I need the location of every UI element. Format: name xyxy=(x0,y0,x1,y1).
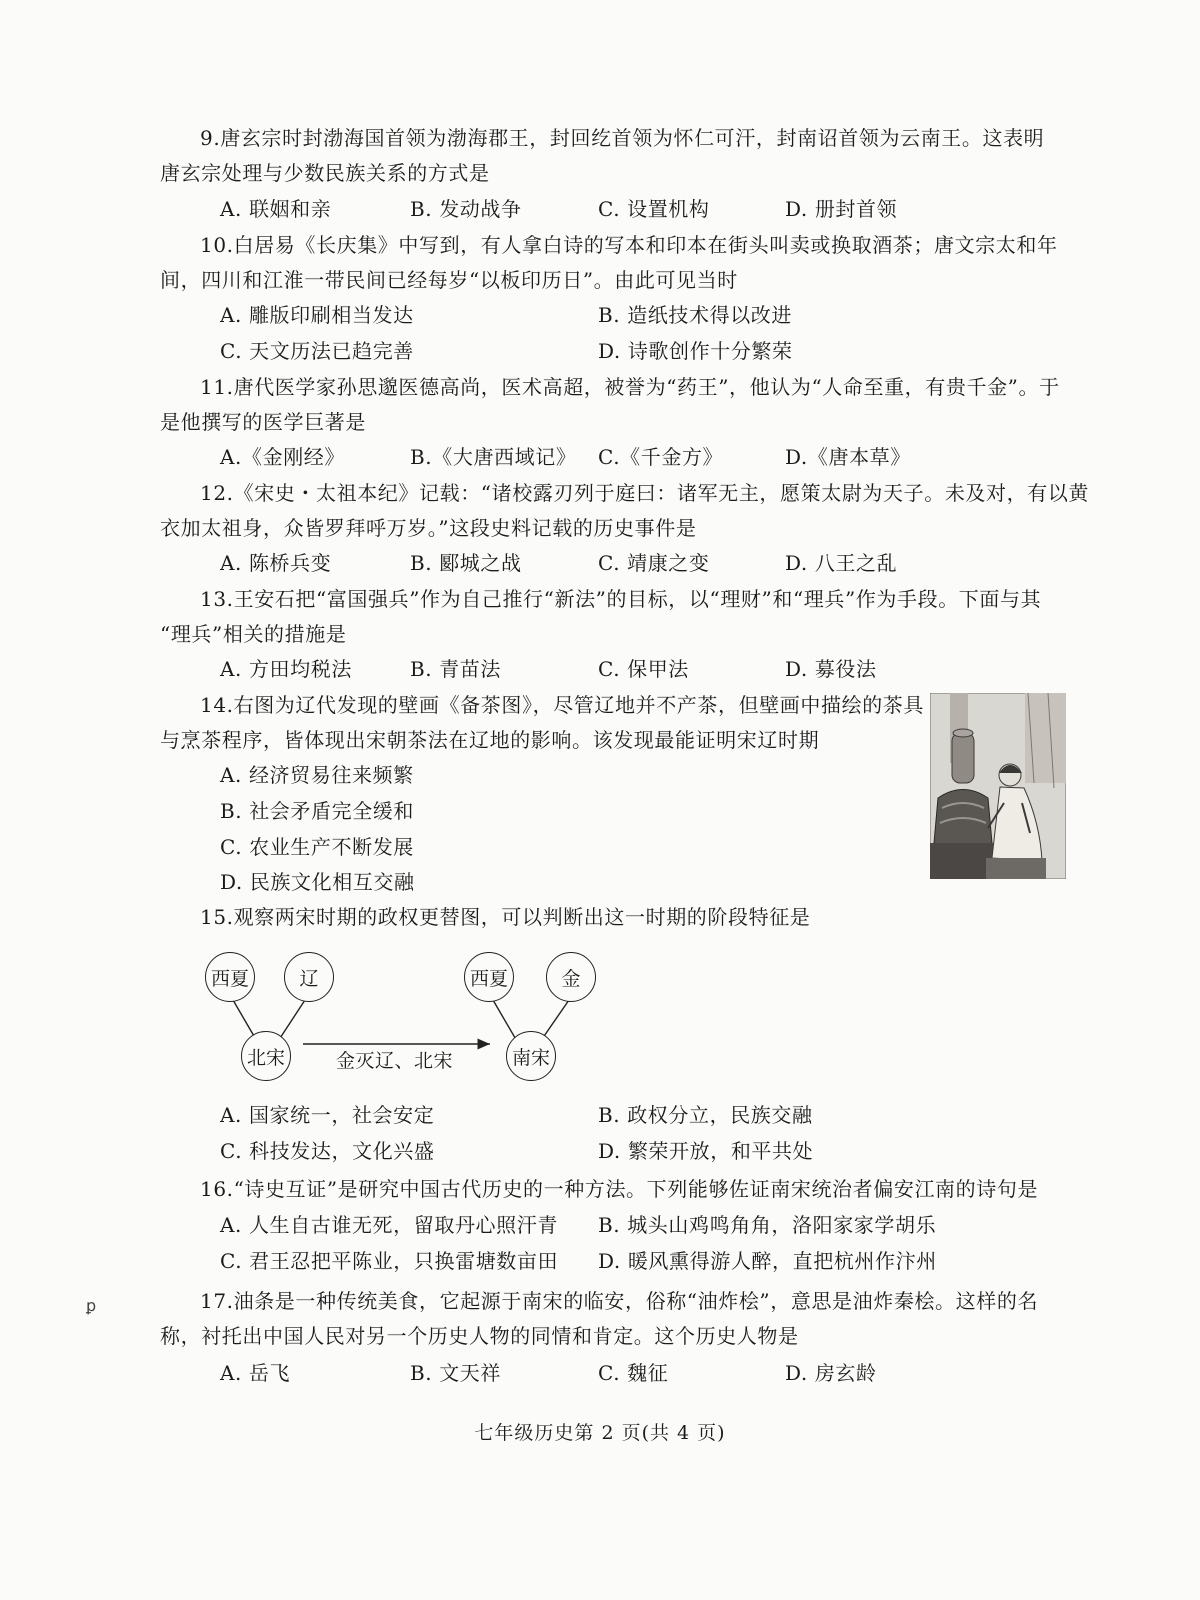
q16-stem-line1: 16.“诗史互证”是研究中国古代历史的一种方法。下列能够佐证南宋统治者偏安江南的诗句是 xyxy=(200,1177,1039,1201)
q13-option-d: D. 募役法 xyxy=(785,657,877,681)
q13-option-b: B. 青苗法 xyxy=(410,657,502,681)
q17-option-c: C. 魏征 xyxy=(598,1361,669,1385)
node-xixia-right xyxy=(464,952,514,1002)
q17-option-b: B. 文天祥 xyxy=(410,1361,502,1385)
q14-stem-line2: 与烹茶程序，皆体现出宋朝茶法在辽地的影响。该发现最能证明宋辽时期 xyxy=(160,728,820,752)
q11-option-b: B.《大唐西域记》 xyxy=(410,445,577,469)
tea-mural-image xyxy=(930,693,1066,879)
q11-stem-line1: 11.唐代医学家孙思邈医德高尚，医术高超，被誉为“药王”，他认为“人命至重，有贵千金”。于 xyxy=(200,375,1060,399)
q11-stem-line2: 是他撰写的医学巨著是 xyxy=(160,410,366,434)
page-footer: 七年级历史第 2 页(共 4 页) xyxy=(474,1422,726,1444)
node-xixia-left xyxy=(205,952,255,1002)
q17-option-d: D. 房玄龄 xyxy=(785,1361,877,1385)
q9-option-d: D. 册封首领 xyxy=(785,197,898,221)
q13-stem-line1: 13.王安石把“富国强兵”作为自己推行“新法”的目标，以“理财”和“理兵”作为手段。下面与其 xyxy=(200,587,1042,611)
q10-stem-line1: 10.白居易《长庆集》中写到，有人拿白诗的写本和印本在街头叫卖或换取酒茶；唐文宗太和年 xyxy=(200,233,1058,257)
q12-stem-line2: 衣加太祖身，众皆罗拜呼万岁。”这段史料记载的历史事件是 xyxy=(160,516,697,540)
q11-option-a: A.《金刚经》 xyxy=(220,445,346,469)
q13-stem-line2: “理兵”相关的措施是 xyxy=(160,622,347,646)
q17-option-a: A. 岳飞 xyxy=(220,1361,291,1385)
q16-option-a: A. 人生自古谁无死，留取丹心照汗青 xyxy=(220,1213,558,1237)
q17-stem-line2: 称，衬托出中国人民对另一个历史人物的同情和肯定。这个历史人物是 xyxy=(160,1324,799,1348)
q15-option-b: B. 政权分立，民族交融 xyxy=(598,1103,813,1127)
q17-stem-line1: 17.油条是一种传统美食，它起源于南宋的临安，俗称“油炸桧”，意思是油炸秦桧。这样的名 xyxy=(200,1289,1039,1313)
q13-option-a: A. 方田均税法 xyxy=(220,657,352,681)
node-liao-label: 辽 xyxy=(299,967,319,990)
node-jin-label: 金 xyxy=(561,967,581,990)
arrow-label: 金灭辽、北宋 xyxy=(336,1050,454,1072)
q10-option-b: B. 造纸技术得以改进 xyxy=(598,303,793,327)
node-northern-song xyxy=(241,1031,291,1081)
q15-option-d: D. 繁荣开放，和平共处 xyxy=(598,1139,814,1163)
q9-option-a: A. 联姻和亲 xyxy=(220,197,332,221)
q9-option-c: C. 设置机构 xyxy=(598,197,710,221)
q10-option-c: C. 天文历法已趋完善 xyxy=(220,339,414,363)
q10-stem-line2: 间，四川和江淮一带民间已经每岁“以板印历日”。由此可见当时 xyxy=(160,268,738,292)
q16-option-d: D. 暖风熏得游人醉，直把杭州作汴州 xyxy=(598,1249,937,1273)
q15-option-a: A. 国家统一，社会安定 xyxy=(220,1103,435,1127)
q9-option-b: B. 发动战争 xyxy=(410,197,522,221)
q14-option-a: A. 经济贸易往来频繁 xyxy=(220,763,414,787)
q15-option-c: C. 科技发达，文化兴盛 xyxy=(220,1139,435,1163)
q15-stem-line1: 15.观察两宋时期的政权更替图，可以判断出这一时期的阶段特征是 xyxy=(200,905,811,929)
node-xixia-left-label: 西夏 xyxy=(210,967,249,990)
q12-option-d: D. 八王之乱 xyxy=(785,551,898,575)
node-northern-song-label: 北宋 xyxy=(246,1046,285,1069)
q9-stem-line1: 9.唐玄宗时封渤海国首领为渤海郡王，封回纥首领为怀仁可汗，封南诏首领为云南王。这表明 xyxy=(200,126,1045,150)
q14-option-b: B. 社会矛盾完全缓和 xyxy=(220,799,415,823)
q10-option-a: A. 雕版印刷相当发达 xyxy=(220,303,414,327)
q13-option-c: C. 保甲法 xyxy=(598,657,689,681)
q10-option-d: D. 诗歌创作十分繁荣 xyxy=(598,339,793,363)
q16-option-b: B. 城头山鸡鸣角角，洛阳家家学胡乐 xyxy=(598,1213,937,1237)
q9-stem-line2: 唐玄宗处理与少数民族关系的方式是 xyxy=(160,161,490,185)
q11-option-c: C.《千金方》 xyxy=(598,445,724,469)
q12-option-c: C. 靖康之变 xyxy=(598,551,710,575)
q12-option-a: A. 陈桥兵变 xyxy=(220,551,332,575)
node-jin xyxy=(546,952,596,1002)
q14-option-d: D. 民族文化相互交融 xyxy=(220,870,415,894)
q16-option-c: C. 君王忍把平陈业，只换雷塘数亩田 xyxy=(220,1249,559,1273)
margin-mark: ꝑ xyxy=(86,1296,97,1315)
q14-option-c: C. 农业生产不断发展 xyxy=(220,835,414,859)
node-southern-song xyxy=(506,1031,556,1081)
q12-option-b: B. 郾城之战 xyxy=(410,551,522,575)
q12-stem-line1: 12.《宋史・太祖本纪》记载：“诸校露刃列于庭曰：诸军无主，愿策太尉为天子。未及对，有以黄 xyxy=(200,481,1090,505)
node-southern-song-label: 南宋 xyxy=(511,1046,550,1069)
node-liao xyxy=(284,952,334,1002)
node-xixia-right-label: 西夏 xyxy=(469,967,508,990)
q11-option-d: D.《唐本草》 xyxy=(785,445,911,469)
q14-stem-line1: 14.右图为辽代发现的壁画《备茶图》，尽管辽地并不产茶，但壁画中描绘的茶具 xyxy=(200,693,925,717)
